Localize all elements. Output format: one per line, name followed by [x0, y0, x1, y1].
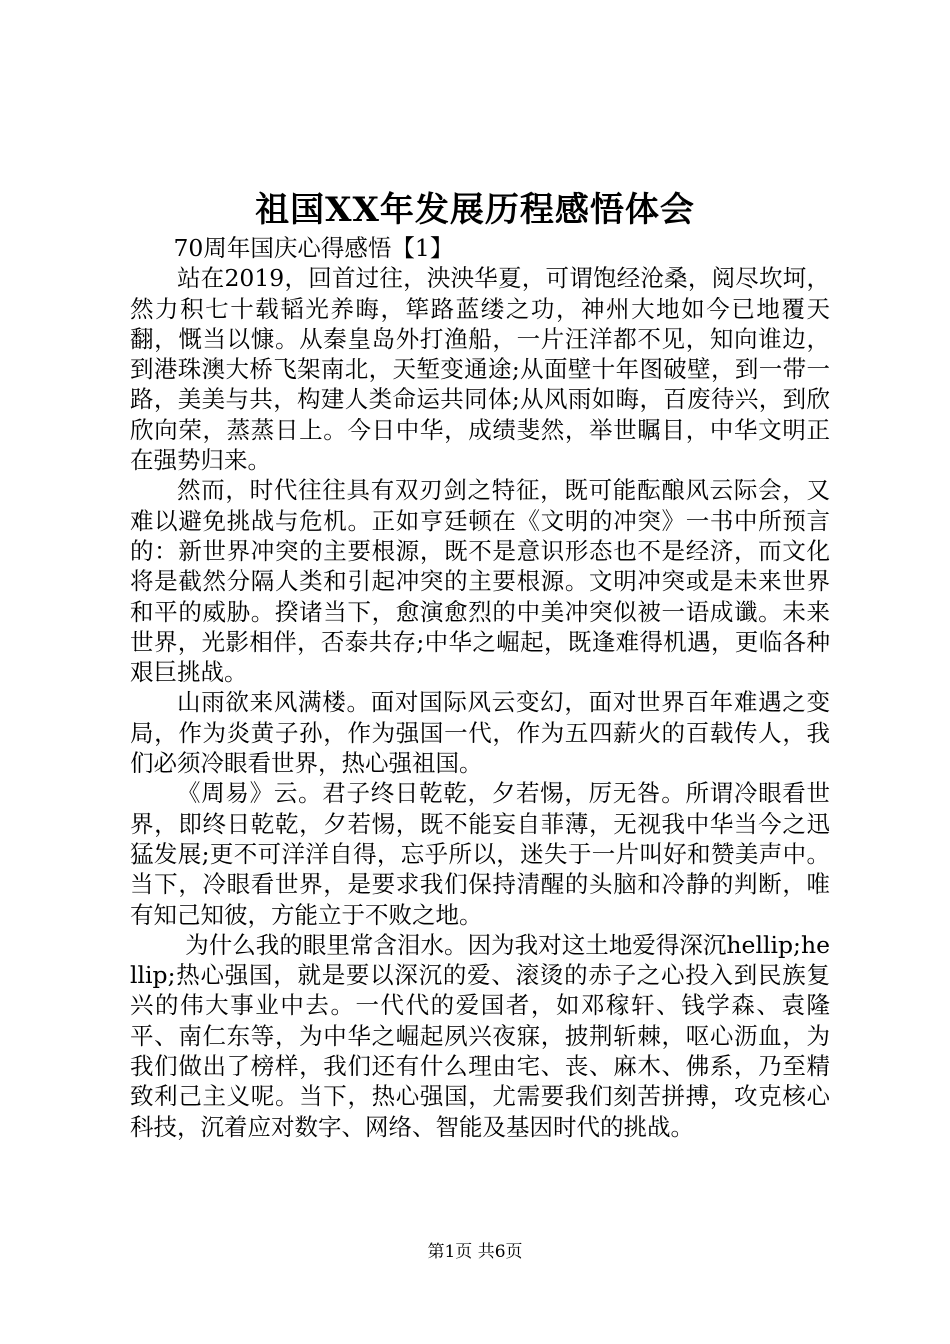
page-footer: 第1页 共6页: [427, 1242, 523, 1262]
document-title: 祖国XX年发展历程感悟体会: [255, 190, 695, 230]
paragraph: 然而，时代往往具有双刃剑之特征，既可能酝酿风云际会，又难以避免挑战与危机。正如亨廷顿在《文明的冲突》一书中所预言的：新世界冲突的主要根源，既不是意识形态也不是经济，而文化将是截然分隔人类和引起冲突的主要根源。文明冲突或是未来世界和平的威胁。揆诸当下，愈演愈烈的中美冲突似被一语成谶。未来世界，光影相伴，否泰共存;中华之崛起，既逢难得机遇，更临各种艰巨挑战。: [130, 476, 830, 687]
section-subheading: 70周年国庆心得感悟【1】: [173, 234, 454, 262]
document-body: [130, 233, 830, 1142]
paragraph: 山雨欲来风满楼。面对国际风云变幻，面对世界百年难遇之变局，作为炎黄子孙，作为强国一代，作为五四薪火的百载传人，我们必须冷眼看世界，热心强祖国。: [130, 688, 830, 778]
paragraph: 为什么我的眼里常含泪水。因为我对这土地爱得深沉hellip;hellip;热心强国，就是要以深沉的爱、滚烫的赤子之心投入到民族复兴的伟大事业中去。一代代的爱国者，如邓稼轩、钱学森、袁隆平、南仁东等，为中华之崛起夙兴夜寐，披荆斩棘，呕心沥血，为我们做出了榜样，我们还有什么理由宅、丧、麻木、佛系，乃至精致利己主义呢。当下，热心强国，尤需要我们刻苦拼搏，攻克核心科技，沉着应对数字、网络、智能及基因时代的挑战。: [130, 930, 830, 1141]
paragraph: 《周易》云。君子终日乾乾，夕若惕，厉无咎。所谓冷眼看世界，即终日乾乾，夕若惕，既不能妄自菲薄，无视我中华当今之迅猛发展;更不可洋洋自得，忘乎所以，迷失于一片叫好和赞美声中。当下，冷眼看世界，是要求我们保持清醒的头脑和冷静的判断，唯有知己知彼，方能立于不败之地。: [130, 779, 830, 929]
paragraph: 站在2019，回首过往，泱泱华夏，可谓饱经沧桑，阅尽坎坷，然力积七十载韬光养晦，筚路蓝缕之功，神州大地如今已地覆天翻，慨当以慷。从秦皇岛外打渔船，一片汪洋都不见，知向谁边，到港珠澳大桥飞架南北，天堑变通途;从面壁十年图破壁，到一带一路，美美与共，构建人类命运共同体;从风雨如晦，百废待兴，到欣欣向荣，蒸蒸日上。今日中华，成绩斐然，举世瞩目，中华文明正在强势归来。: [130, 264, 830, 475]
